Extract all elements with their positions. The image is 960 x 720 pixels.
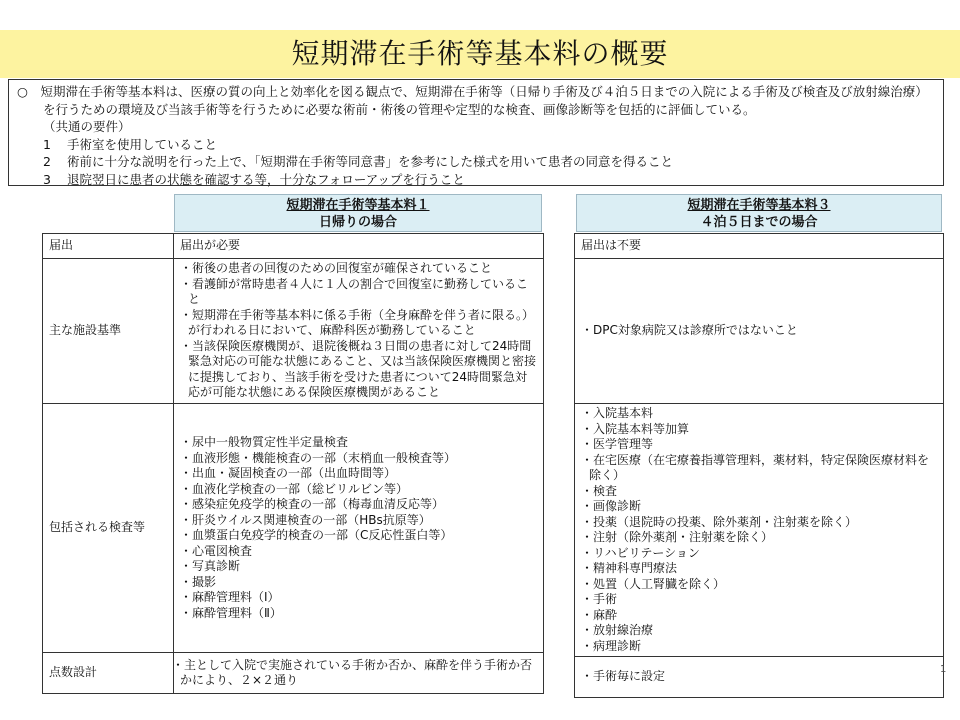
- requirements-heading: （共通の要件）: [43, 119, 131, 134]
- c3-todoke: 届出は不要: [575, 234, 944, 259]
- title-bar: [0, 30, 960, 78]
- list-item: ・在宅医療（在宅療養指導管理料，薬材料，特定保険医療材料を除く）: [581, 452, 930, 482]
- requirement-number: 2: [43, 154, 51, 169]
- col1-header-subtitle: 日帰りの場合: [318, 215, 397, 230]
- row-label-kijun: 主な施設基準: [43, 259, 174, 404]
- list-item: ・麻酔管理料（Ⅰ）: [180, 590, 280, 604]
- list-item: ・写真診断: [180, 559, 241, 573]
- requirement-item: [17, 153, 935, 171]
- col1-header: [174, 194, 542, 232]
- requirement-item: [17, 136, 935, 154]
- list-item: ・当該保険医療機関が、退院後概ね３日間の患者に対して24時間緊急対応の可能な状態にあること、又は当該保険医療機関と密接に提携しており、当該手術を受けた患者について24時間緊急対応が可能な状態にある保険医療機関があること: [180, 338, 537, 400]
- list-item: ・血液化学検査の一部（総ビリルビン等）: [180, 481, 409, 496]
- list-item: ・血漿蛋白免疫学的検査の一部（C反応性蛋白等）: [180, 528, 453, 542]
- list-item: ・手術: [581, 592, 618, 606]
- list-item: ・投薬（退院時の投薬、除外薬剤・注射薬を除く）: [581, 514, 858, 529]
- summary-box: [8, 79, 944, 186]
- list-item: ・医学管理等: [581, 437, 654, 451]
- requirement-text: 手術室を使用していること: [67, 136, 218, 152]
- list-item: ・画像診断: [581, 499, 642, 513]
- requirement-item: [17, 171, 935, 189]
- c1-kijun: [174, 259, 544, 404]
- list-item: ・入院基本料等加算: [581, 421, 690, 436]
- col3-header-subtitle: ４泊５日までの場合: [700, 215, 818, 230]
- table-row: [43, 653, 544, 694]
- table-row: [43, 234, 544, 259]
- c1-kensa: [174, 404, 544, 653]
- list-item: ・麻酔管理料（Ⅱ）: [180, 605, 282, 620]
- requirement-number: 3: [43, 171, 51, 187]
- list-item: ・入院基本料: [581, 406, 654, 420]
- page-title: 短期滞在手術等基本料の概要: [291, 37, 669, 70]
- c3-kensa: [575, 404, 944, 657]
- table-row: [575, 259, 944, 404]
- col3-header-title: 短期滞在手術等基本料３: [687, 198, 831, 213]
- summary-intro: [17, 83, 935, 118]
- table-kihonryo-1: [42, 233, 544, 694]
- summary-intro-text: 短期滞在手術等基本料は、医療の質の向上と効率化を図る観点で、短期滞在手術等（日帰り手術及び４泊５日までの入院による手術及び検査及び放射線治療）を行うための環境及び当該手術等を行うために必要な術前・術後の管理や定型的な検査、画像診断等を包括的に評価している。: [40, 84, 928, 117]
- list-item: ・麻酔: [581, 607, 618, 622]
- table-kihonryo-3: [574, 233, 947, 698]
- list-item: ・出血・凝固検査の一部（出血時間等）: [180, 466, 397, 480]
- c3-tensu: ・手術毎に設定: [575, 657, 944, 698]
- list-item: ・検査: [581, 483, 618, 498]
- list-item: ・精神科専門療法: [581, 561, 678, 575]
- requirement-text: 退院翌日に患者の状態を確認する等，十分なフォローアップを行うこと: [67, 171, 465, 187]
- col3-header: [576, 194, 942, 232]
- list-item: ・リハビリテーション: [581, 545, 700, 560]
- c1-todoke: 届出が必要: [174, 234, 544, 259]
- table-row: [575, 404, 944, 657]
- c3-kijun: ・DPC対象病院又は診療所ではないこと: [575, 259, 944, 404]
- list-item: ・術後の患者の回復のための回復室が確保されていること: [180, 261, 493, 276]
- list-item: ・心電図検査: [180, 543, 253, 558]
- table-row: [43, 404, 544, 653]
- table-row: [43, 259, 544, 404]
- c1-tensu: ・主として入院で実施されている手術か否か、麻酔を伴う手術か否かにより、２×２通り: [174, 653, 544, 694]
- col1-header-title: 短期滞在手術等基本料１: [286, 198, 430, 213]
- list-item: ・注射（除外薬剤・注射薬を除く）: [581, 530, 774, 544]
- list-item: ・病理診断: [581, 638, 642, 653]
- summary-bullet: ○: [17, 84, 28, 99]
- requirement-number: 1: [43, 136, 51, 152]
- table-row: [575, 657, 944, 698]
- list-item: ・肝炎ウイルス関連検査の一部（HBs抗原等）: [180, 512, 431, 527]
- list-item: ・短期滞在手術等基本料に係る手術（全身麻酔を伴う者に限る。）が行われる日において、麻酔科医が勤務していること: [180, 307, 535, 338]
- list-item: ・感染症免疫学的検査の一部（梅毒血清反応等）: [180, 497, 445, 511]
- list-item: ・看護師が常時患者４人に１人の割合で回復室に勤務していること: [180, 276, 529, 307]
- list-item: ・処置（人工腎臓を除く）: [581, 576, 726, 591]
- row-label-kensa: 包括される検査等: [43, 404, 174, 653]
- list-item: ・血液形態・機能検査の一部（末梢血一般検査等）: [180, 450, 457, 465]
- page-number: 1: [940, 664, 947, 675]
- row-label-tensu: 点数設計: [43, 653, 174, 694]
- list-item: ・撮影: [180, 574, 217, 589]
- table-row: [575, 234, 944, 259]
- list-item: ・尿中一般物質定性半定量検査: [180, 435, 349, 449]
- row-label-todoke: 届出: [43, 234, 174, 259]
- list-item: ・放射線治療: [581, 623, 654, 637]
- requirement-text: 術前に十分な説明を行った上で、「短期滞在手術等同意書」を参考にした様式を用いて患者の同意を得ること: [67, 154, 674, 169]
